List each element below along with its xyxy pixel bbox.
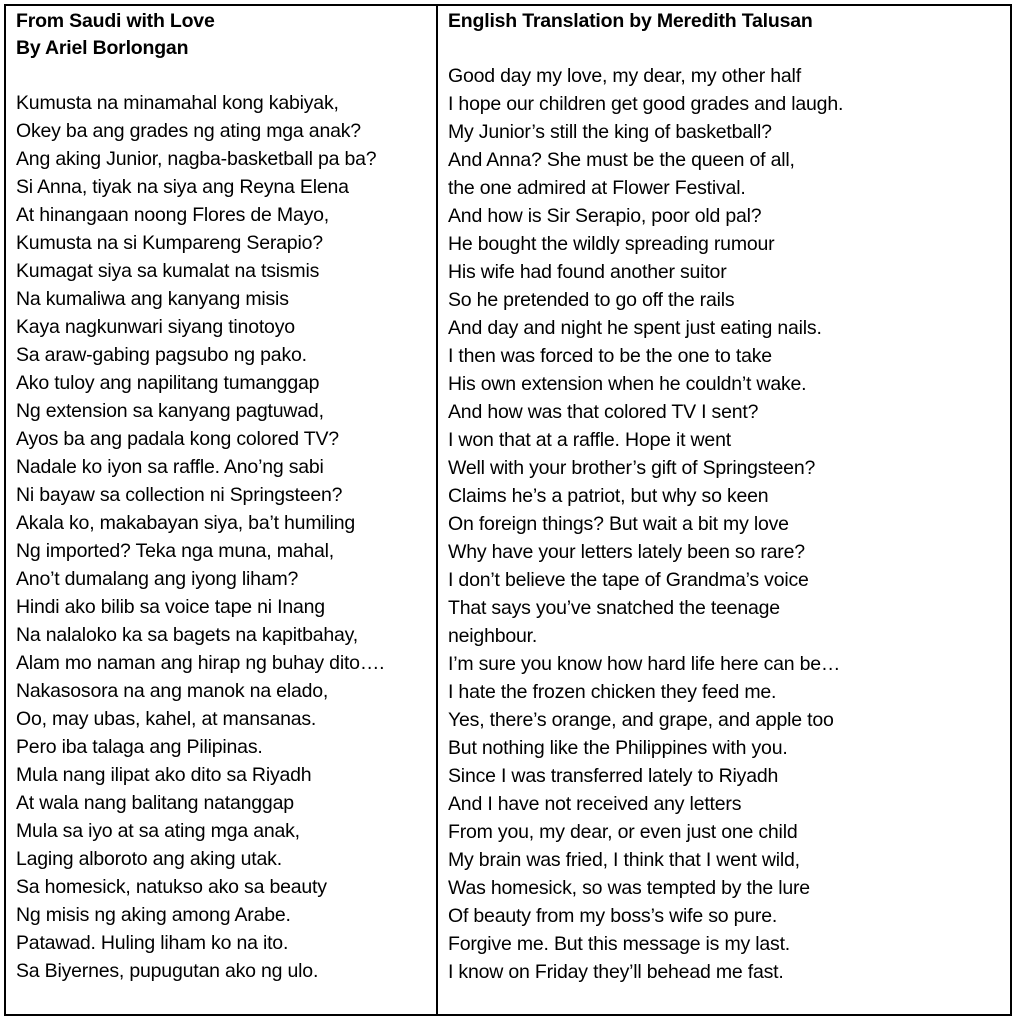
verse-line: Ano’t dumalang ang iyong liham?	[16, 568, 299, 590]
verse-line: So he pretended to go off the rails	[448, 289, 735, 311]
verse-line: Sa araw-gabing pagsubo ng pako.	[16, 344, 307, 366]
verse-line: I won that at a raffle. Hope it went	[448, 429, 731, 451]
verse-line: Good day my love, my dear, my other half	[448, 65, 801, 87]
verse-line: neighbour.	[448, 625, 538, 647]
verse-line: Since I was transferred lately to Riyadh	[448, 765, 779, 787]
verse-line: Ng imported? Teka nga muna, mahal,	[16, 540, 335, 562]
verse-line: My brain was fried, I think that I went wild,	[448, 849, 800, 871]
verse-line: And I have not received any letters	[448, 793, 742, 815]
verse-line: My Junior’s still the king of basketball?	[448, 121, 772, 143]
verse-line: I then was forced to be the one to take	[448, 345, 772, 367]
verse-line: Forgive me. But this message is my last.	[448, 933, 791, 955]
verse-line: Si Anna, tiyak na siya ang Reyna Elena	[16, 176, 349, 198]
verse-line: Sa Biyernes, pupugutan ako ng ulo.	[16, 960, 319, 982]
verse-line: Ako tuloy ang napilitang tumanggap	[16, 372, 320, 394]
verse-line: His own extension when he couldn’t wake.	[448, 373, 807, 395]
verse-line: I’m sure you know how hard life here can be…	[448, 653, 841, 675]
verse-line: Well with your brother’s gift of Springsteen?	[448, 457, 816, 479]
verse-line: Kumusta na si Kumpareng Serapio?	[16, 232, 323, 254]
verse-line: Na kumaliwa ang kanyang misis	[16, 288, 289, 310]
poem-title: From Saudi with Love	[16, 10, 215, 32]
verse-line: Na nalaloko ka sa bagets na kapitbahay,	[16, 624, 358, 646]
verse-line: Sa homesick, natukso ako sa beauty	[16, 876, 327, 898]
verse-line: Oo, may ubas, kahel, at mansanas.	[16, 708, 317, 730]
original-poem-column	[6, 6, 438, 1014]
verse-line: Mula sa iyo at sa ating mga anak,	[16, 820, 300, 842]
verse-line: And day and night he spent just eating nails.	[448, 317, 822, 339]
verse-line: Of beauty from my boss’s wife so pure.	[448, 905, 778, 927]
verse-line: Ng misis ng aking among Arabe.	[16, 904, 291, 926]
translation-verse-list	[448, 62, 1004, 986]
poem-table	[4, 4, 1012, 1016]
verse-line: And how is Sir Serapio, poor old pal?	[448, 205, 762, 227]
spacer	[448, 35, 1004, 62]
verse-line: Nakasosora na ang manok na elado,	[16, 680, 329, 702]
verse-line: From you, my dear, or even just one child	[448, 821, 798, 843]
spacer	[16, 62, 430, 89]
verse-line: Kumagat siya sa kumalat na tsismis	[16, 260, 320, 282]
translation-column	[438, 6, 1010, 1014]
verse-line: Mula nang ilipat ako dito sa Riyadh	[16, 764, 312, 786]
verse-line: Ang aking Junior, nagba-basketball pa ba?	[16, 148, 377, 170]
verse-line: Nadale ko iyon sa raffle. Ano’ng sabi	[16, 456, 324, 478]
verse-line: I don’t believe the tape of Grandma’s voice	[448, 569, 809, 591]
verse-line: On foreign things? But wait a bit my love	[448, 513, 789, 535]
verse-line: Kaya nagkunwari siyang tinotoyo	[16, 316, 295, 338]
verse-line: Patawad. Huling liham ko na ito.	[16, 932, 289, 954]
verse-line: And how was that colored TV I sent?	[448, 401, 759, 423]
verse-line: Hindi ako bilib sa voice tape ni Inang	[16, 596, 325, 618]
verse-line: At wala nang balitang natanggap	[16, 792, 294, 814]
verse-line: the one admired at Flower Festival.	[448, 177, 746, 199]
verse-line: Why have your letters lately been so rare?	[448, 541, 805, 563]
verse-line: Ni bayaw sa collection ni Springsteen?	[16, 484, 343, 506]
verse-line: Ayos ba ang padala kong colored TV?	[16, 428, 339, 450]
verse-line: That says you’ve snatched the teenage	[448, 597, 780, 619]
verse-line: Yes, there’s orange, and grape, and apple too	[448, 709, 834, 731]
original-verse-list	[16, 89, 430, 985]
verse-line: Akala ko, makabayan siya, ba’t humiling	[16, 512, 356, 534]
verse-line: But nothing like the Philippines with you.	[448, 737, 788, 759]
verse-line: His wife had found another suitor	[448, 261, 727, 283]
verse-line: At hinangaan noong Flores de Mayo,	[16, 204, 329, 226]
verse-line: Claims he’s a patriot, but why so keen	[448, 485, 769, 507]
verse-line: I know on Friday they’ll behead me fast.	[448, 961, 784, 983]
verse-line: I hope our children get good grades and laugh.	[448, 93, 844, 115]
verse-line: Okey ba ang grades ng ating mga anak?	[16, 120, 361, 142]
verse-line: Alam mo naman ang hirap ng buhay dito….	[16, 652, 385, 674]
verse-line: And Anna? She must be the queen of all,	[448, 149, 795, 171]
verse-line: Was homesick, so was tempted by the lure	[448, 877, 810, 899]
verse-line: Pero iba talaga ang Pilipinas.	[16, 736, 263, 758]
verse-line: Kumusta na minamahal kong kabiyak,	[16, 92, 339, 114]
verse-line: Laging alboroto ang aking utak.	[16, 848, 282, 870]
poem-author: By Ariel Borlongan	[16, 37, 189, 59]
translation-title: English Translation by Meredith Talusan	[448, 10, 813, 32]
verse-line: He bought the wildly spreading rumour	[448, 233, 775, 255]
verse-line: Ng extension sa kanyang pagtuwad,	[16, 400, 324, 422]
verse-line: I hate the frozen chicken they feed me.	[448, 681, 777, 703]
